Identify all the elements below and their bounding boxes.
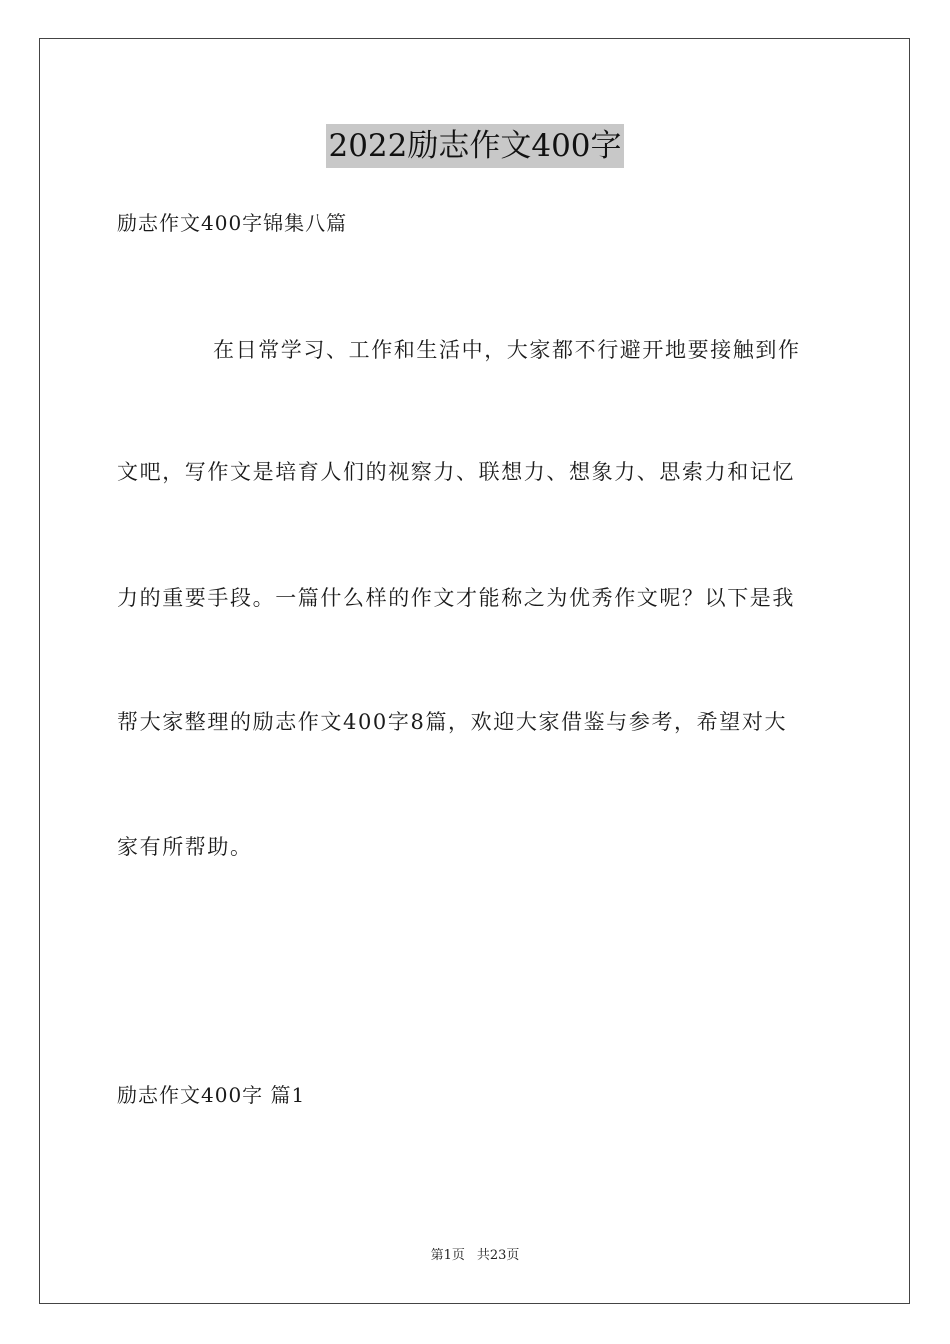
section-heading: 励志作文400字 篇1 xyxy=(117,1083,306,1107)
intro-line-3: 力的重要手段。一篇什么样的作文才能称之为优秀作文呢？以下是我 xyxy=(117,586,795,610)
document-title: 2022励志作文400字 xyxy=(326,124,623,168)
page-number-total: 共23页 xyxy=(476,1248,520,1263)
intro-line-5: 家有所帮助。 xyxy=(117,835,253,859)
intro-line-4: 帮大家整理的励志作文400字8篇，欢迎大家借鉴与参考，希望对大 xyxy=(117,710,788,734)
page-number-current: 第1页 xyxy=(430,1248,465,1263)
document-subtitle: 励志作文400字锦集八篇 xyxy=(117,211,348,235)
title-container xyxy=(0,124,950,168)
intro-line-2: 文吧，写作文是培育人们的视察力、联想力、想象力、思索力和记忆 xyxy=(117,460,795,484)
intro-line-1: 在日常学习、工作和生活中，大家都不行避开地要接触到作 xyxy=(213,338,801,362)
page-footer xyxy=(0,1247,950,1265)
